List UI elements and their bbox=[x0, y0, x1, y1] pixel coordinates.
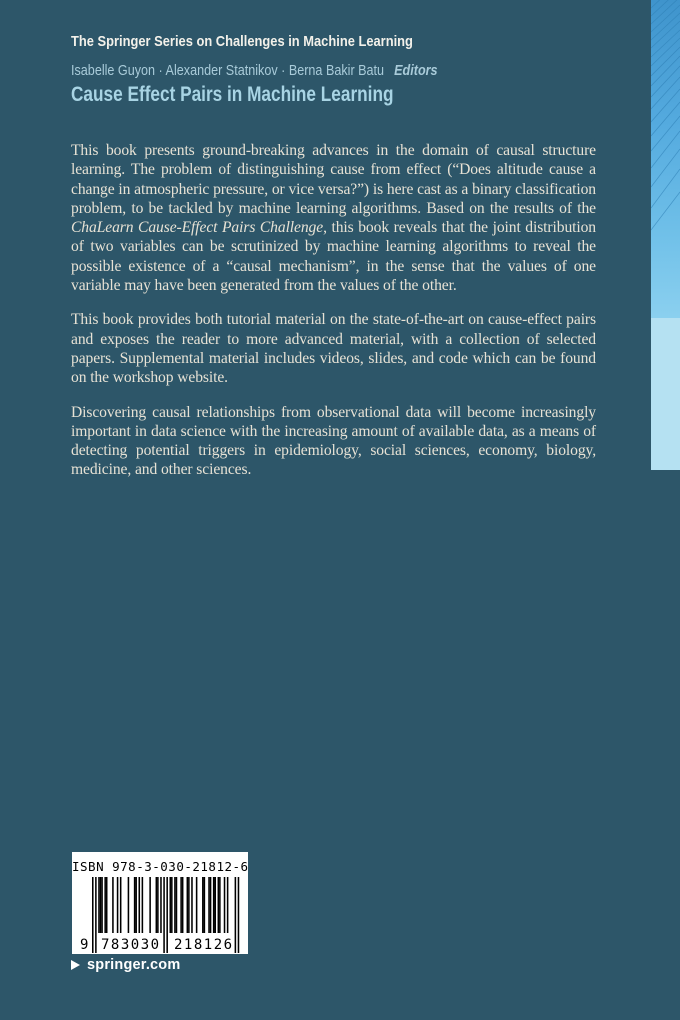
stripe-gradient bbox=[651, 0, 680, 318]
stripe-light-band bbox=[651, 318, 680, 470]
book-title: Cause Effect Pairs in Machine Learning bbox=[71, 83, 394, 106]
paragraph: Discovering causal relationships from observational data will become increasingly important in data science with the increasing amount of available data, as a means of detecting potential triggers in epidemiology, social sciences, economy, biology, medicine, and other sciences. bbox=[71, 403, 596, 479]
arrow-icon bbox=[71, 960, 80, 970]
author-names: Isabelle Guyon · Alexander Statnikov · Berna Bakir Batu bbox=[71, 62, 385, 79]
paragraph: This book presents ground-breaking advances in the domain of causal structure learning. The problem of distinguishing cause from effect (“Does altitude cause a change in atmospheric pressure, or vice versa?”) is here cast as a binary classification problem, to be tackled by machine learning algorithms. Based on the results of the ChaLearn Cause-Effect Pairs Challenge, this book reveals that the joint distribution of two variables can be scrutinized by machine learning algorithms to reveal the possible existence of a “causal mechanism”, in the sense that the values of one variable may have been generated from the values of the other. bbox=[71, 142, 596, 295]
diagonal-lines-pattern bbox=[651, 0, 680, 318]
isbn-label: ISBN 978-3-030-21812-6 bbox=[72, 859, 249, 874]
series-title: The Springer Series on Challenges in Machine Learning bbox=[71, 33, 413, 50]
paragraph: This book provides both tutorial material on the state-of-the-art on cause-effect pairs and exposes the reader to more advanced material, with a collection of selected papers. Supplemental material includes videos, slides, and code which can be found on the workshop website. bbox=[71, 311, 596, 387]
barcode-digit-group: 9 bbox=[80, 937, 89, 953]
publisher-link bbox=[71, 957, 180, 973]
cover-design-stripe bbox=[651, 0, 680, 470]
cover-content bbox=[71, 0, 596, 495]
authors-line bbox=[71, 62, 512, 79]
editors-label: Editors bbox=[394, 62, 438, 79]
back-cover-text bbox=[71, 141, 596, 480]
barcode-digit-group: 218126 bbox=[174, 937, 234, 953]
barcode bbox=[72, 852, 248, 954]
publisher-label: springer.com bbox=[87, 957, 181, 973]
barcode-bars bbox=[80, 877, 240, 953]
barcode-digit-group: 783030 bbox=[101, 937, 161, 953]
